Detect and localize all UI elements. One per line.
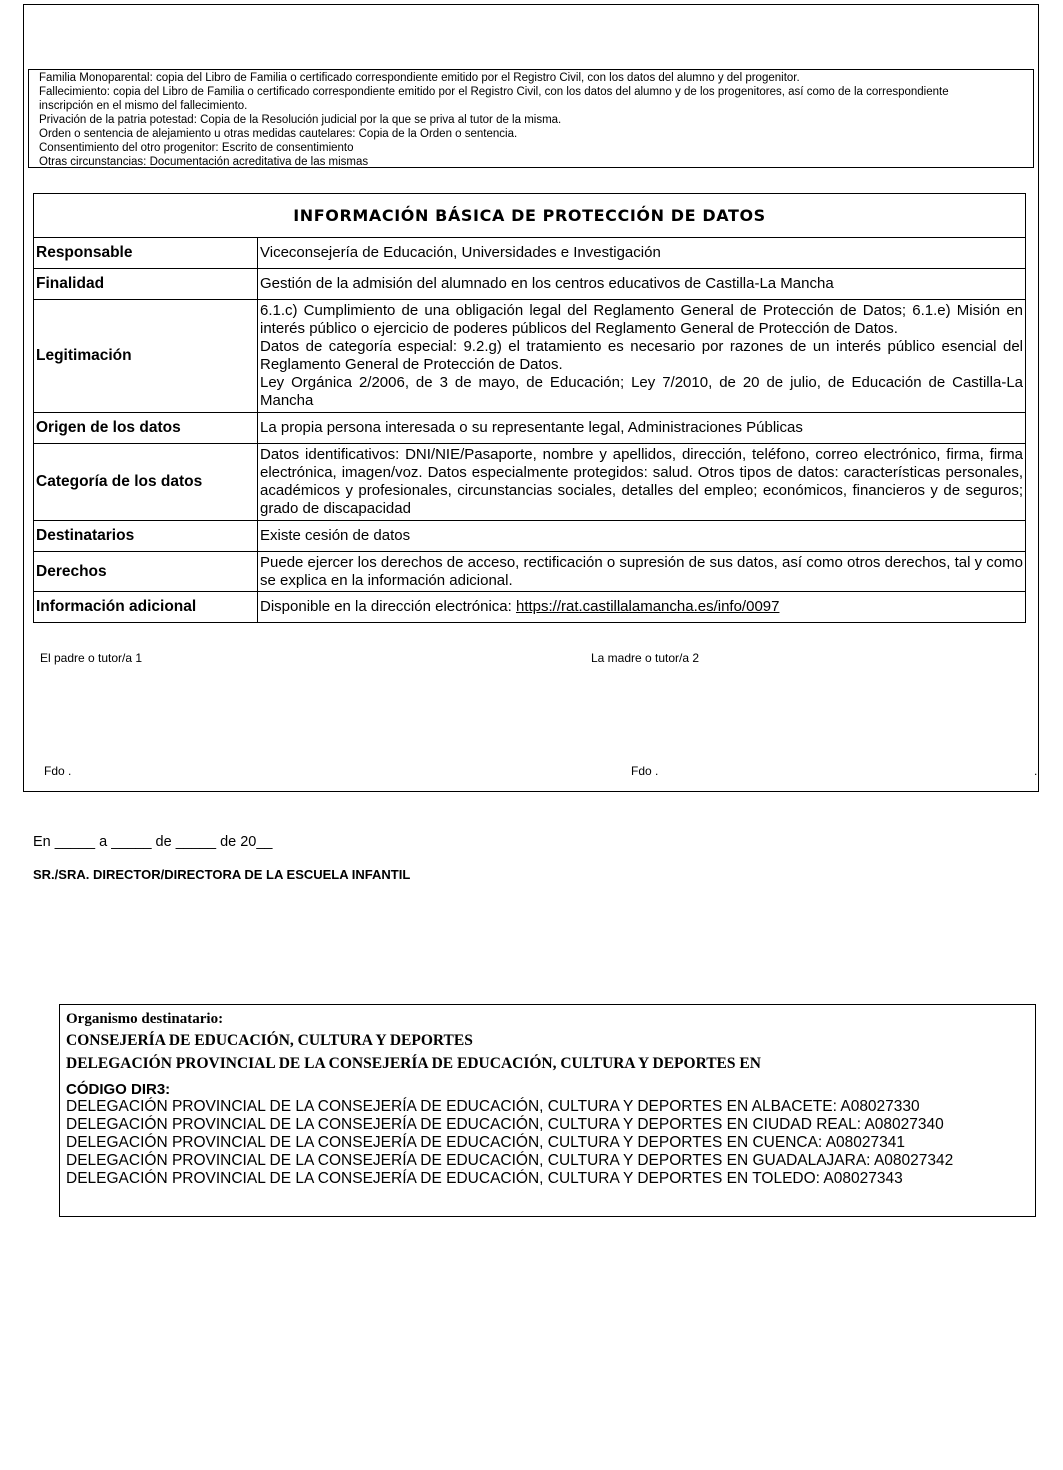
doc-item-alejamiento: Orden o sentencia de alejamiento u otras medidas cautelares: Copia de la Orden o sentencia. bbox=[39, 128, 518, 140]
row-label-destinatarios: Destinatarios bbox=[34, 521, 258, 552]
organism-delegacion: DELEGACIÓN PROVINCIAL DE LA CONSEJERÍA DE EDUCACIÓN, CULTURA Y DEPORTES EN bbox=[66, 1055, 761, 1072]
legitimacion-paragraph-2: Datos de categoría especial: 9.2.g) el tratamiento es necesario por razones de un interés público esencial del Reglamento General de Protección de Datos. bbox=[260, 338, 1023, 373]
row-value-categoria: Datos identificativos: DNI/NIE/Pasaporte, nombre y apellidos, dirección, teléfono, correo electrónico, firma, firma electrónica, imagen/voz. Datos especialmente protegidos: salud. Otros tipos de datos: características personales, académicos y profesionales, circunstancias sociales, detalles del empleo; económicos, financieros y de seguros; grado de discapacidad bbox=[258, 444, 1026, 521]
legitimacion-paragraph-1: 6.1.c) Cumplimiento de una obligación legal del Reglamento General de Protección de Datos; 6.1.e) Misión en interés público o ejercicio de poderes públicos del Reglamento General de Protección de Datos. bbox=[260, 302, 1023, 337]
row-label-finalidad: Finalidad bbox=[34, 269, 258, 300]
dir3-ciudad-real: DELEGACIÓN PROVINCIAL DE LA CONSEJERÍA DE EDUCACIÓN, CULTURA Y DEPORTES EN CIUDAD REAL: A08027340 bbox=[66, 1116, 944, 1133]
signature-label-tutor2: La madre o tutor/a 2 bbox=[591, 651, 700, 665]
row-value-destinatarios: Existe cesión de datos bbox=[258, 521, 1026, 552]
doc-item-monoparental: Familia Monoparental: copia del Libro de Familia o certificado correspondiente emitido por el Registro Civil, con los datos del alumno y del progenitor. bbox=[39, 72, 800, 84]
data-protection-table bbox=[33, 193, 1026, 623]
organism-consejeria: CONSEJERÍA DE EDUCACIÓN, CULTURA Y DEPORTES bbox=[66, 1032, 473, 1049]
dir3-cuenca: DELEGACIÓN PROVINCIAL DE LA CONSEJERÍA DE EDUCACIÓN, CULTURA Y DEPORTES EN CUENCA: A08027341 bbox=[66, 1134, 905, 1151]
documentation-box bbox=[28, 69, 1034, 168]
legitimacion-paragraph-3: Ley Orgánica 2/2006, de 3 de mayo, de Educación; Ley 7/2010, de 20 de julio, de Educación de Castilla-La Mancha bbox=[260, 374, 1023, 409]
row-value-origen: La propia persona interesada o su representante legal, Administraciones Públicas bbox=[258, 413, 1026, 444]
informacion-adicional-text: Disponible en la dirección electrónica: bbox=[260, 598, 516, 616]
addressee: SR./SRA. DIRECTOR/DIRECTORA DE LA ESCUELA INFANTIL bbox=[33, 867, 411, 882]
row-value-finalidad: Gestión de la admisión del alumnado en los centros educativos de Castilla-La Mancha bbox=[258, 269, 1026, 300]
dir3-label: CÓDIGO DIR3: bbox=[66, 1081, 171, 1098]
doc-item-otras: Otras circunstancias: Documentación acreditativa de las mismas bbox=[39, 156, 369, 168]
row-label-informacion-adicional: Información adicional bbox=[34, 592, 258, 623]
row-label-derechos: Derechos bbox=[34, 552, 258, 592]
signature-fdo-1: Fdo . bbox=[44, 764, 72, 778]
doc-item-consentimiento: Consentimiento del otro progenitor: Escrito de consentimiento bbox=[39, 142, 354, 154]
row-value-legitimacion bbox=[258, 300, 1026, 413]
row-label-responsable: Responsable bbox=[34, 238, 258, 269]
dir3-albacete: DELEGACIÓN PROVINCIAL DE LA CONSEJERÍA DE EDUCACIÓN, CULTURA Y DEPORTES EN ALBACETE: A08027330 bbox=[66, 1098, 920, 1115]
signature-fdo-2: Fdo . bbox=[631, 764, 659, 778]
date-line: En _____ a _____ de _____ de 20__ bbox=[33, 834, 273, 850]
row-value-responsable: Viceconsejería de Educación, Universidades e Investigación bbox=[258, 238, 1026, 269]
row-label-categoria: Categoría de los datos bbox=[34, 444, 258, 521]
data-protection-title: INFORMACIÓN BÁSICA DE PROTECCIÓN DE DATOS bbox=[34, 194, 1025, 238]
info-link[interactable]: https://rat.castillalamancha.es/info/0097 bbox=[515, 598, 780, 616]
doc-item-fallecimiento: Fallecimiento: copia del Libro de Familia o certificado correspondiente emitido por el Registro Civil, con los datos del alumno y de los progenitores, así como de la correspondiente inscripción en el mismo del fallecimiento. bbox=[39, 86, 949, 112]
signature-trailing-dot: . bbox=[1034, 764, 1038, 778]
doc-item-patria-potestad: Privación de la patria potestad: Copia de la Resolución judicial por la que se priva al tutor de la misma. bbox=[39, 114, 562, 126]
row-value-informacion-adicional bbox=[258, 592, 1026, 623]
organism-label: Organismo destinatario: bbox=[66, 1011, 224, 1027]
dir3-toledo: DELEGACIÓN PROVINCIAL DE LA CONSEJERÍA DE EDUCACIÓN, CULTURA Y DEPORTES EN TOLEDO: A08027343 bbox=[66, 1170, 903, 1187]
row-label-origen: Origen de los datos bbox=[34, 413, 258, 444]
row-label-legitimacion: Legitimación bbox=[34, 300, 258, 413]
organism-box bbox=[59, 1004, 1036, 1217]
signature-label-tutor1: El padre o tutor/a 1 bbox=[40, 651, 143, 665]
row-value-derechos: Puede ejercer los derechos de acceso, rectificación o supresión de sus datos, así como otros derechos, tal y como se explica en la información adicional. bbox=[258, 552, 1026, 592]
dir3-guadalajara: DELEGACIÓN PROVINCIAL DE LA CONSEJERÍA DE EDUCACIÓN, CULTURA Y DEPORTES EN GUADALAJARA: A08027342 bbox=[66, 1152, 954, 1169]
